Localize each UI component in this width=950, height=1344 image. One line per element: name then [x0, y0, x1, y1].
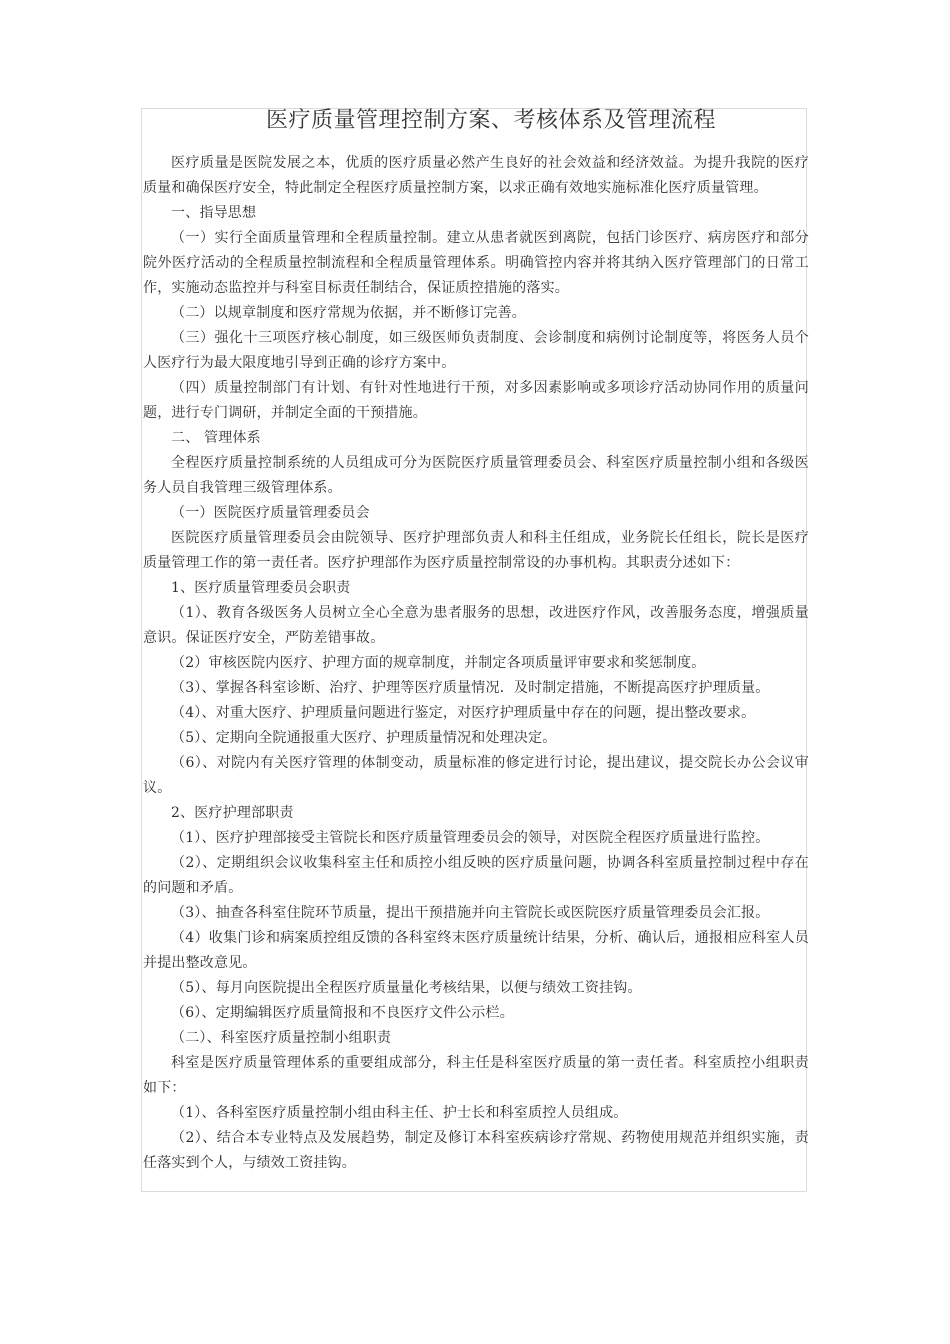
nursing-dept-duty-1: （1）、医疗护理部接受主管院长和医疗质量管理委员会的领导，对医院全程医疗质量进行监控。: [171, 830, 770, 846]
paragraph-1-4: （四）质量控制部门有计划、有针对性地进行干预，对多因素影响或多项诊疗活动协同作用的质量问题，进行专门调研，并制定全面的干预措施。: [143, 380, 809, 421]
nursing-dept-duty-6: （6）、定期编辑医疗质量简报和不良医疗文件公示栏。: [171, 1005, 514, 1021]
paragraph-1-1: （一）实行全面质量管理和全程质量控制。建立从患者就医到离院，包括门诊医疗、病房医疗和部分院外医疗活动的全程质量控制流程和全程质量管理体系。明确管控内容并将其纳入医疗管理部门的日常工作，实施动态监控并与科室目标责任制结合，保证质控措施的落实。: [143, 230, 809, 296]
committee-duty-6: （6）、对院内有关医疗管理的体制变动，质量标准的修定进行讨论，提出建议，提交院长办公会议审议。: [143, 755, 809, 796]
paragraph-1-2: （二）以规章制度和医疗常规为依据，并不断修订完善。: [171, 305, 526, 321]
nursing-dept-duty-5: （5）、每月向医院提出全程医疗质量量化考核结果，以便与绩效工资挂钩。: [171, 980, 642, 996]
section-heading-management-system: 二、 管理体系: [171, 430, 261, 446]
committee-duty-4: （4）、对重大医疗、护理质量问题进行鉴定，对医疗护理质量中存在的问题，提出整改要求。: [171, 705, 756, 721]
subheading-committee-duties: 1、医疗质量管理委员会职责: [171, 580, 351, 596]
committee-duty-2: （2）审核医院内医疗、护理方面的规章制度，并制定各项质量评审要求和奖惩制度。: [171, 655, 706, 671]
committee-duty-1: （1）、教育各级医务人员树立全心全意为患者服务的思想，改进医疗作风，改善服务态度，增强质量意识。保证医疗安全，严防差错事故。: [143, 605, 809, 646]
intro-paragraph: 医疗质量是医院发展之本，优质的医疗质量必然产生良好的社会效益和经济效益。为提升我院的医疗质量和确保医疗安全，特此制定全程医疗质量控制方案，以求正确有效地实施标准化医疗质量管理。: [143, 155, 809, 196]
document-title: 医疗质量管理控制方案、考核体系及管理流程: [265, 108, 716, 133]
subheading-nursing-dept-duties: 2、医疗护理部职责: [171, 805, 294, 821]
dept-qc-duty-2: （2）、结合本专业特点及发展趋势，制定及修订本科室疾病诊疗常规、药物使用规范并组织实施，责任落实到个人，与绩效工资挂钩。: [143, 1130, 809, 1171]
committee-duty-3: （3）、掌握各科室诊断、治疗、护理等医疗质量情况．及时制定措施，不断提高医疗护理质量。: [171, 680, 770, 696]
nursing-dept-duty-4: （4）收集门诊和病案质控组反馈的各科室终末医疗质量统计结果，分析、确认后，通报相应科室人员并提出整改意见。: [143, 930, 809, 971]
dept-qc-duty-1: （1）、各科室医疗质量控制小组由科主任、护士长和科室质控人员组成。: [171, 1105, 628, 1121]
nursing-dept-duty-3: （3）、抽查各科室住院环节质量，提出干预措施并向主管院长或医院医疗质量管理委员会汇报。: [171, 905, 770, 921]
subsection-heading-hospital-committee: （一）医院医疗质量管理委员会: [171, 505, 370, 521]
subsection-heading-dept-qc-group: （二）、科室医疗质量控制小组职责: [171, 1030, 392, 1046]
committee-duty-5: （5）、定期向全院通报重大医疗、护理质量情况和处理决定。: [171, 730, 557, 746]
paragraph-committee-intro: 医院医疗质量管理委员会由院领导、医疗护理部负责人和科主任组成，业务院长任组长，院长是医疗质量管理工作的第一责任者。医疗护理部作为医疗质量控制常设的办事机构。其职责分述如下：: [143, 530, 809, 571]
paragraph-dept-qc-intro: 科室是医疗质量管理体系的重要组成部分，科主任是科室医疗质量的第一责任者。科室质控小组职责如下：: [143, 1055, 809, 1096]
paragraph-2-intro: 全程医疗质量控制系统的人员组成可分为医院医疗质量管理委员会、科室医疗质量控制小组和各级医务人员自我管理三级管理体系。: [143, 455, 809, 496]
section-heading-guiding-ideology: 一、指导思想: [171, 205, 257, 221]
document-body: [143, 151, 809, 1176]
paragraph-1-3: （三）强化十三项医疗核心制度，如三级医师负责制度、会诊制度和病例讨论制度等，将医务人员个人医疗行为最大限度地引导到正确的诊疗方案中。: [143, 330, 809, 371]
nursing-dept-duty-2: （2）、定期组织会议收集科室主任和质控小组反映的医疗质量问题，协调各科室质量控制过程中存在的问题和矛盾。: [143, 855, 809, 896]
